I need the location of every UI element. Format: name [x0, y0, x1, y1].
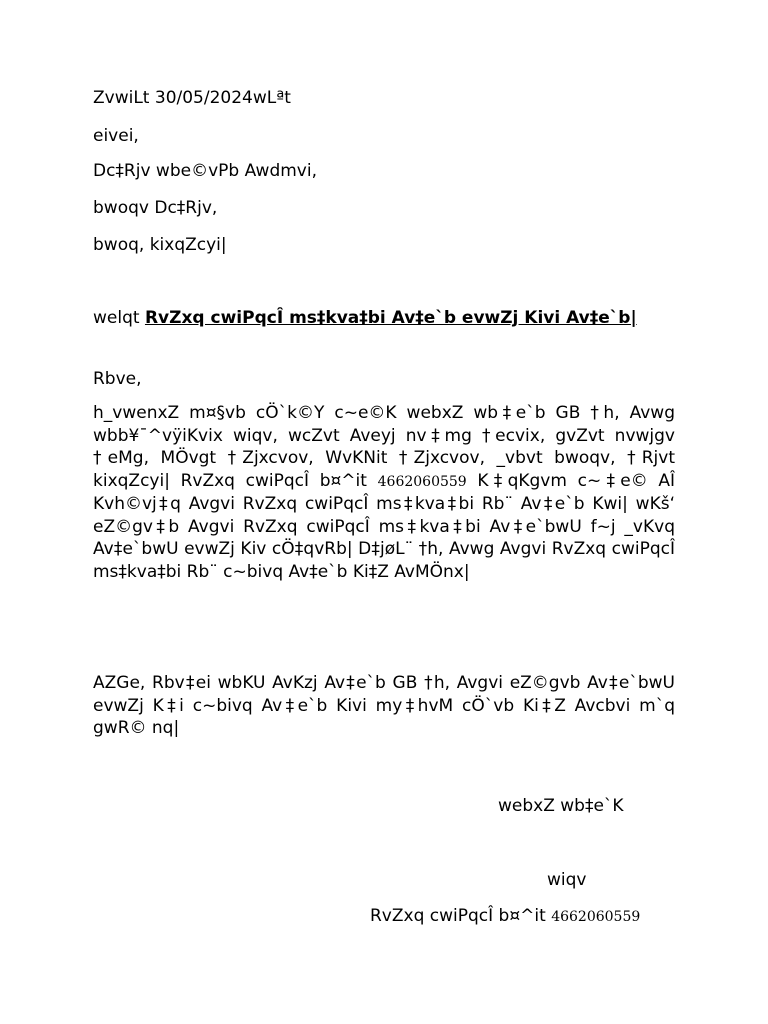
body-paragraph-1 — [93, 402, 675, 583]
body-paragraph-2: AZGe, Rbv‡ei wbKU AvKzj Av‡e`b GB †h, Avgvi eZ©gvb Av‡e`bwU evwZj K‡i c~bivq Av‡e`b Kivi my‡hvM cÖ`vb Ki‡Z Avcbvi m`q gwR© nq| — [93, 673, 675, 738]
body-paragraph-1-part-a: h_vwenxZ m¤§vb cÖ`k©Y c~e©K webxZ wb‡e`b GB †h, Avwg wbb¥¯^vÿiKvix wiqv, wcZvt Aveyj nv‡mg †ecvix, gvZvt nvwjgv †eMg, MÖvgt †Zjxcvov, WvKNit †Zjxcvov, _vbvt bwoqv, †Rjvt kixqZcyi| RvZxq cwiPqcÎ b¤^it — [93, 403, 675, 491]
signature-nid — [370, 905, 640, 928]
signature-nid-number: 4662060559 — [551, 909, 641, 925]
subject-label: welqt — [93, 308, 140, 328]
recipient-line-3: bwoqv Dc‡Rjv, — [93, 198, 218, 218]
recipient-line-2: Dc‡Rjv wbe©vPb Awdmvi, — [93, 161, 317, 181]
recipient-line-4: bwoq, kixqZcyi| — [93, 235, 227, 255]
recipient-line-1: eivei, — [93, 126, 139, 146]
signature-nid-label: RvZxq cwiPqcÎ b¤^it — [370, 906, 546, 926]
salutation: Rbve, — [93, 369, 142, 389]
date-line: ZvwiLt 30/05/2024wLªt — [93, 88, 291, 108]
subject-text: RvZxq cwiPqcÎ ms‡kva‡bi Av‡e`b evwZj Kivi Av‡e`b| — [144, 308, 637, 328]
closing: webxZ wb‡e`K — [498, 796, 624, 816]
body-paragraph-1-part-b: K‡qKgvm c~‡e© AÎ Kvh©vj‡q Avgvi RvZxq cwiPqcÎ ms‡kva‡bi Rb¨ Av‡e`b Kwi| wKš‘ eZ©gv‡b Avgvi RvZxq cwiPqcÎ ms‡kva‡bi Av‡e`bwU f~j _vKvq Av‡e`bwU evwZj Kiv cÖ‡qvRb| D‡jøL¨ †h, Avwg Avgvi RvZxq cwiPqcÎ ms‡kva‡bi Rb¨ c~bivq Av‡e`b Ki‡Z AvMÖnx| — [93, 470, 676, 582]
subject-line — [93, 307, 675, 330]
nid-number-inline: 4662060559 — [377, 473, 467, 490]
signature-name: wiqv — [547, 870, 587, 890]
